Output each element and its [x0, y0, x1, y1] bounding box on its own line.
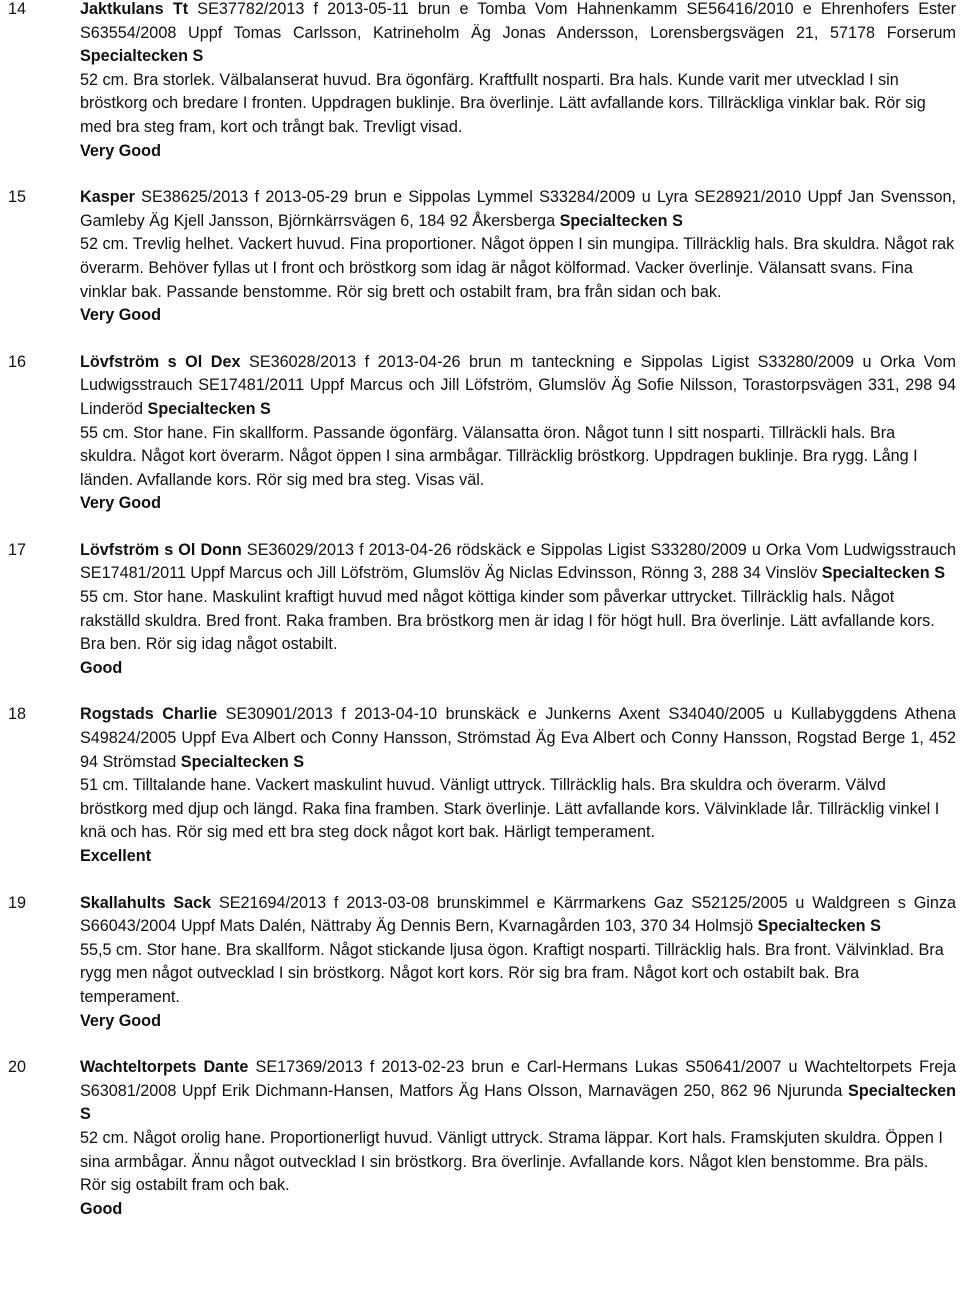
critique-text: 52 cm. Något orolig hane. Proportionerligt huvud. Vänligt uttryck. Strama läppar. Kort hals. Framskjuten skuldra. Öppen I sina armbågar. Ännu något outvecklad I sin bröstkorg. Bra överlinje. Avfallande kors. Något klen benstomme. Bra päls. Rör sig ostabilt fram och bak.: [80, 1128, 943, 1195]
entry-content: [80, 892, 956, 1034]
entry-header: [80, 186, 956, 233]
entry-number: 17: [8, 540, 27, 559]
entry-content: [80, 703, 956, 868]
dog-name: Jaktkulans Tt: [80, 0, 189, 18]
dog-name: Wachteltorpets Dante: [80, 1058, 249, 1077]
critique-text: 52 cm. Bra storlek. Välbalanserat huvud. Bra ögonfärg. Kraftfullt nosparti. Bra hals. Kunde varit mer utvecklad I sin bröstkorg och bredare I fronten. Uppdragen buklinje. Bra överlinje. Lätt avfallande kors. Tillräckliga vinklar bak. Rör sig med bra steg fram, kort och trångt bak. Trevligt visad.: [80, 70, 926, 136]
entry-header: [80, 703, 956, 774]
critique-text: 55,5 cm. Stor hane. Bra skallform. Något stickande ljusa ögon. Kraftigt nosparti. Tillräcklig hals. Bra front. Välvinklad. Bra rygg men något outvecklad I sin bröstkorg. Något kort kors. Rör sig bra fram. Något kort och ostabilt bak. Bra temperament.: [80, 940, 944, 1006]
dog-details: SE36028/2013 f 2013-04-26 brun m tanteckning e Sippolas Ligist S33280/2009 u Orka Vom Ludwigsstrauch SE17481/2011 Uppf Marcus och Jill Löfström, Glumslöv Äg Sofie Nilsson, Torastorpsvägen 331, 298 94 Linderöd: [80, 352, 956, 418]
entry: [0, 703, 960, 868]
class-label: Specialtecken S: [559, 211, 683, 230]
class-label: Specialtecken S: [80, 47, 204, 66]
class-label: Specialtecken S: [821, 564, 945, 583]
class-label: Specialtecken S: [80, 1081, 956, 1124]
entry: [0, 892, 960, 1034]
grade-label: Excellent: [80, 847, 152, 865]
class-label: Specialtecken S: [180, 752, 305, 771]
entry: [0, 539, 960, 681]
entry-number: 16: [8, 352, 27, 371]
entry-number: 14: [8, 0, 27, 18]
entry-content: [80, 351, 956, 516]
entry-content: [80, 1056, 956, 1221]
critique-text: 55 cm. Stor hane. Fin skallform. Passande ögonfärg. Välansatta öron. Något tunn I sitt nosparti. Tillräckli hals. Bra skuldra. Något kort överarm. Något öppen I sina armbågar. Tillräcklig bröstkorg. Uppdragen buklinje. Bra rygg. Lång I länden. Avfallande kors. Rör sig med bra steg. Visas väl.: [80, 423, 918, 489]
dog-details: SE30901/2013 f 2013-04-10 brunskäck e Junkerns Axent S34040/2005 u Kullabyggdens Athena S49824/2005 Uppf Eva Albert och Conny Hansson, Strömstad Äg Eva Albert och Conny Hansson, Rogstad Berge 1, 452 94 Strömstad: [80, 705, 956, 771]
entry-number: 19: [8, 893, 27, 912]
entry-header: [80, 0, 956, 69]
dog-details: SE36029/2013 f 2013-04-26 rödskäck e Sippolas Ligist S33280/2009 u Orka Vom Ludwigsstrauch SE17481/2011 Uppf Marcus och Jill Löfström, Glumslöv Äg Niclas Edvinsson, Rönng 3, 288 34 Vinslöv: [80, 540, 957, 583]
entry-content: [80, 539, 956, 681]
dog-name: Rogstads Charlie: [80, 705, 218, 724]
dog-details: SE17369/2013 f 2013-02-23 brun e Carl-Hermans Lukas S50641/2007 u Wachteltorpets Freja S63081/2008 Uppf Erik Dichmann-Hansen, Matfors Äg Hans Olsson, Marnavägen 250, 862 96 Njurunda: [80, 1058, 957, 1100]
grade-label: Good: [80, 658, 123, 677]
grade-label: Very Good: [80, 141, 161, 160]
entry-header: [80, 539, 956, 586]
entry-content: [80, 186, 956, 328]
grade-label: Very Good: [80, 494, 161, 513]
dog-name: Kasper: [80, 188, 135, 207]
critique-text: 52 cm. Trevlig helhet. Vackert huvud. Fina proportioner. Något öppen I sin mungipa. Tillräcklig hals. Bra skuldra. Något rak överarm. Behöver fyllas ut I front och bröstkorg som idag är något kölformad. Vacker överlinje. Välansatt svans. Fina vinklar bak. Passande benstomme. Rör sig brett och ostabilt fram, bra från sidan och bak.: [80, 235, 955, 301]
grade-label: Very Good: [80, 1011, 161, 1030]
dog-name: Skallahults Sack: [80, 893, 212, 912]
entry: [0, 0, 960, 163]
grade-label: Good: [80, 1199, 123, 1218]
dog-details: SE38625/2013 f 2013-05-29 brun e Sippolas Lymmel S33284/2009 u Lyra SE28921/2010 Uppf Jan Svensson, Gamleby Äg Kjell Jansson, Björnkärrsvägen 6, 184 92 Åkersberga: [80, 188, 956, 230]
entry-header: [80, 1056, 956, 1127]
entry-header: [80, 892, 956, 939]
entry-header: [80, 351, 956, 422]
dog-details: SE37782/2013 f 2013-05-11 brun e Tomba Vom Hahnenkamm SE56416/2010 e Ehrenhofers Ester S63554/2008 Uppf Tomas Carlsson, Katrineholm Äg Jonas Andersson, Lorensbergsvägen 21, 57178 Forserum: [80, 0, 957, 42]
entry: [0, 1056, 960, 1221]
entry: [0, 186, 960, 328]
entry-content: [80, 0, 956, 163]
critique-text: 55 cm. Stor hane. Maskulint kraftigt huvud med något köttiga kinder som påverkar uttrycket. Tillräcklig hals. Något rakställd skuldra. Bred front. Raka framben. Bra bröstkorg men är idag I för högt hull. Bra överlinje. Lätt avfallande kors. Bra ben. Rör sig idag något ostabilt.: [80, 588, 935, 654]
entry: [0, 351, 960, 516]
dog-name: Lövfström s Ol Dex: [80, 352, 241, 371]
entry-number: 15: [8, 188, 27, 207]
class-label: Specialtecken S: [757, 917, 881, 936]
critique-text: 51 cm. Tilltalande hane. Vackert maskulint huvud. Vänligt uttryck. Tillräcklig hals. Bra skuldra och överarm. Välvd bröstkorg med djup och längd. Raka fina framben. Stark överlinje. Lätt avfallande kors. Välvinklade lår. Tillräcklig vinkel I knä och has. Rör sig med ett bra steg dock något kort bak. Härligt temperament.: [80, 776, 940, 842]
entry-number: 18: [8, 705, 27, 724]
class-label: Specialtecken S: [147, 399, 271, 418]
dog-details: SE21694/2013 f 2013-03-08 brunskimmel e Kärrmarkens Gaz S52125/2005 u Waldgreen s Ginza S66043/2004 Uppf Mats Dalén, Nättraby Äg Dennis Bern, Kvarnagården 103, 370 34 Holmsjö: [80, 893, 956, 936]
entry-number: 20: [8, 1058, 27, 1077]
grade-label: Very Good: [80, 306, 161, 325]
dog-name: Lövfström s Ol Donn: [80, 540, 242, 559]
